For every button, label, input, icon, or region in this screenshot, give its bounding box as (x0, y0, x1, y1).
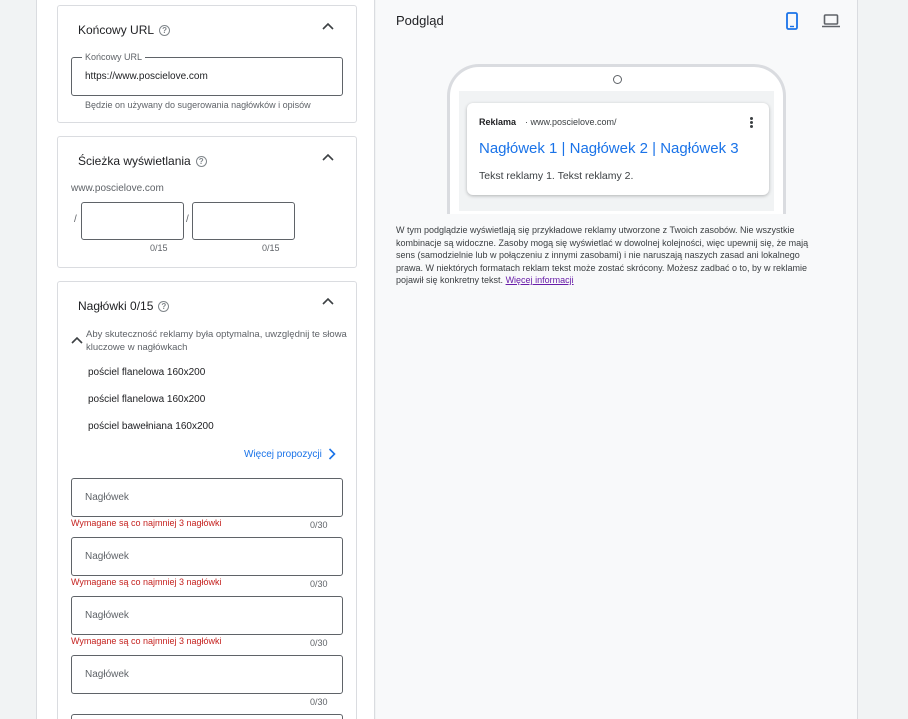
ad-headline[interactable]: Nagłówek 1 | Nagłówek 2 | Nagłówek 3 (479, 140, 739, 157)
headline-counter: 0/30 (310, 638, 328, 648)
suggestion-intro: Aby skuteczność reklamy była optymalna, uwzględnij te słowa kluczowe w nagłówkach (86, 329, 347, 353)
headline-input[interactable] (71, 655, 343, 694)
more-suggestions-label: Więcej propozycji (244, 448, 322, 460)
suggestion-item[interactable]: pościel bawełniana 160x200 (88, 421, 214, 432)
chevron-right-icon (328, 448, 336, 460)
display-path-title-row (78, 154, 207, 168)
headline-counter: 0/30 (310, 520, 328, 530)
ad-description: Tekst reklamy 1. Tekst reklamy 2. (479, 170, 634, 182)
headline-placeholder: Nagłówek (85, 492, 129, 503)
help-icon[interactable]: ? (158, 301, 169, 312)
path2-counter: 0/15 (262, 243, 280, 253)
headline-counter: 0/30 (310, 697, 328, 707)
suggestion-item[interactable]: pościel flanelowa 160x200 (88, 394, 206, 405)
preview-note (396, 224, 816, 287)
headline-error: Wymagane są co najmniej 3 nagłówki (71, 518, 222, 528)
headline-input[interactable] (71, 596, 343, 635)
left-panel (36, 0, 375, 719)
preview-note-text: W tym podglądzie wyświetlają się przykładowe reklamy utworzone z Twoich zasobów. Nie wszystkie kombinacje są widoczne. Zasoby mogą się wyświetlać w dowolnej kolejności, więc upewnij się, że mają sens (samodzielnie lub w połączeniu z innymi zasobami) i nie naruszają naszych zasad ani lokalnego prawa. W niektórych formatach reklam tekst może zostać skrócony. Możesz zadbać o to, by w reklamie pojawił się konkretny tekst. (396, 225, 809, 285)
final-url-input[interactable] (71, 52, 343, 96)
headline-placeholder: Nagłówek (85, 669, 129, 680)
headline-input[interactable] (71, 537, 343, 576)
preview-title: Podgląd (396, 13, 444, 28)
final-url-label: Końcowy URL (82, 52, 145, 62)
chevron-up-icon[interactable] (322, 22, 334, 30)
headline-placeholder: Nagłówek (85, 610, 129, 621)
more-info-link[interactable]: Więcej informacji (505, 275, 574, 285)
headline-error: Wymagane są co najmniej 3 nagłówki (71, 636, 222, 646)
path2-input[interactable] (192, 202, 295, 240)
help-icon[interactable]: ? (159, 25, 170, 36)
phone-icon[interactable] (786, 12, 798, 35)
path-separator: / (74, 214, 77, 225)
final-url-title: Końcowy URL (78, 23, 155, 37)
laptop-icon[interactable] (822, 14, 840, 33)
ad-label: Reklama (479, 117, 517, 127)
help-icon[interactable]: ? (196, 156, 207, 167)
headlines-title: Nagłówki 0/15 (78, 299, 154, 313)
headline-placeholder: Nagłówek (85, 551, 129, 562)
preview-panel (376, 0, 858, 719)
headlines-card (57, 281, 357, 719)
final-url-helper: Będzie on używany do sugerowania nagłówków i opisów (85, 100, 311, 110)
phone-frame (447, 64, 786, 214)
ad-url: · www.poscielove.com/ (525, 117, 617, 127)
ad-preview-card (467, 103, 769, 195)
path-separator: / (186, 214, 189, 225)
suggestion-item[interactable]: pościel flanelowa 160x200 (88, 367, 206, 378)
headline-input[interactable] (71, 478, 343, 517)
final-url-card (57, 5, 357, 123)
display-path-card (57, 136, 357, 268)
more-suggestions-link[interactable] (244, 448, 336, 460)
headlines-title-row (78, 299, 169, 313)
final-url-title-row (78, 23, 170, 37)
final-url-value[interactable]: https://www.poscielove.com (85, 71, 208, 82)
headline-error: Wymagane są co najmniej 3 nagłówki (71, 577, 222, 587)
headline-counter: 0/30 (310, 579, 328, 589)
more-vert-icon[interactable] (750, 117, 753, 128)
chevron-up-icon[interactable] (71, 336, 83, 344)
display-path-title: Ścieżka wyświetlania (78, 154, 191, 168)
chevron-up-icon[interactable] (322, 297, 334, 305)
display-path-domain: www.poscielove.com (71, 183, 164, 194)
headline-input[interactable] (71, 714, 343, 719)
chevron-up-icon[interactable] (322, 153, 334, 161)
phone-screen (459, 91, 774, 211)
path1-input[interactable] (81, 202, 184, 240)
camera-icon (613, 75, 622, 84)
path1-counter: 0/15 (150, 243, 168, 253)
